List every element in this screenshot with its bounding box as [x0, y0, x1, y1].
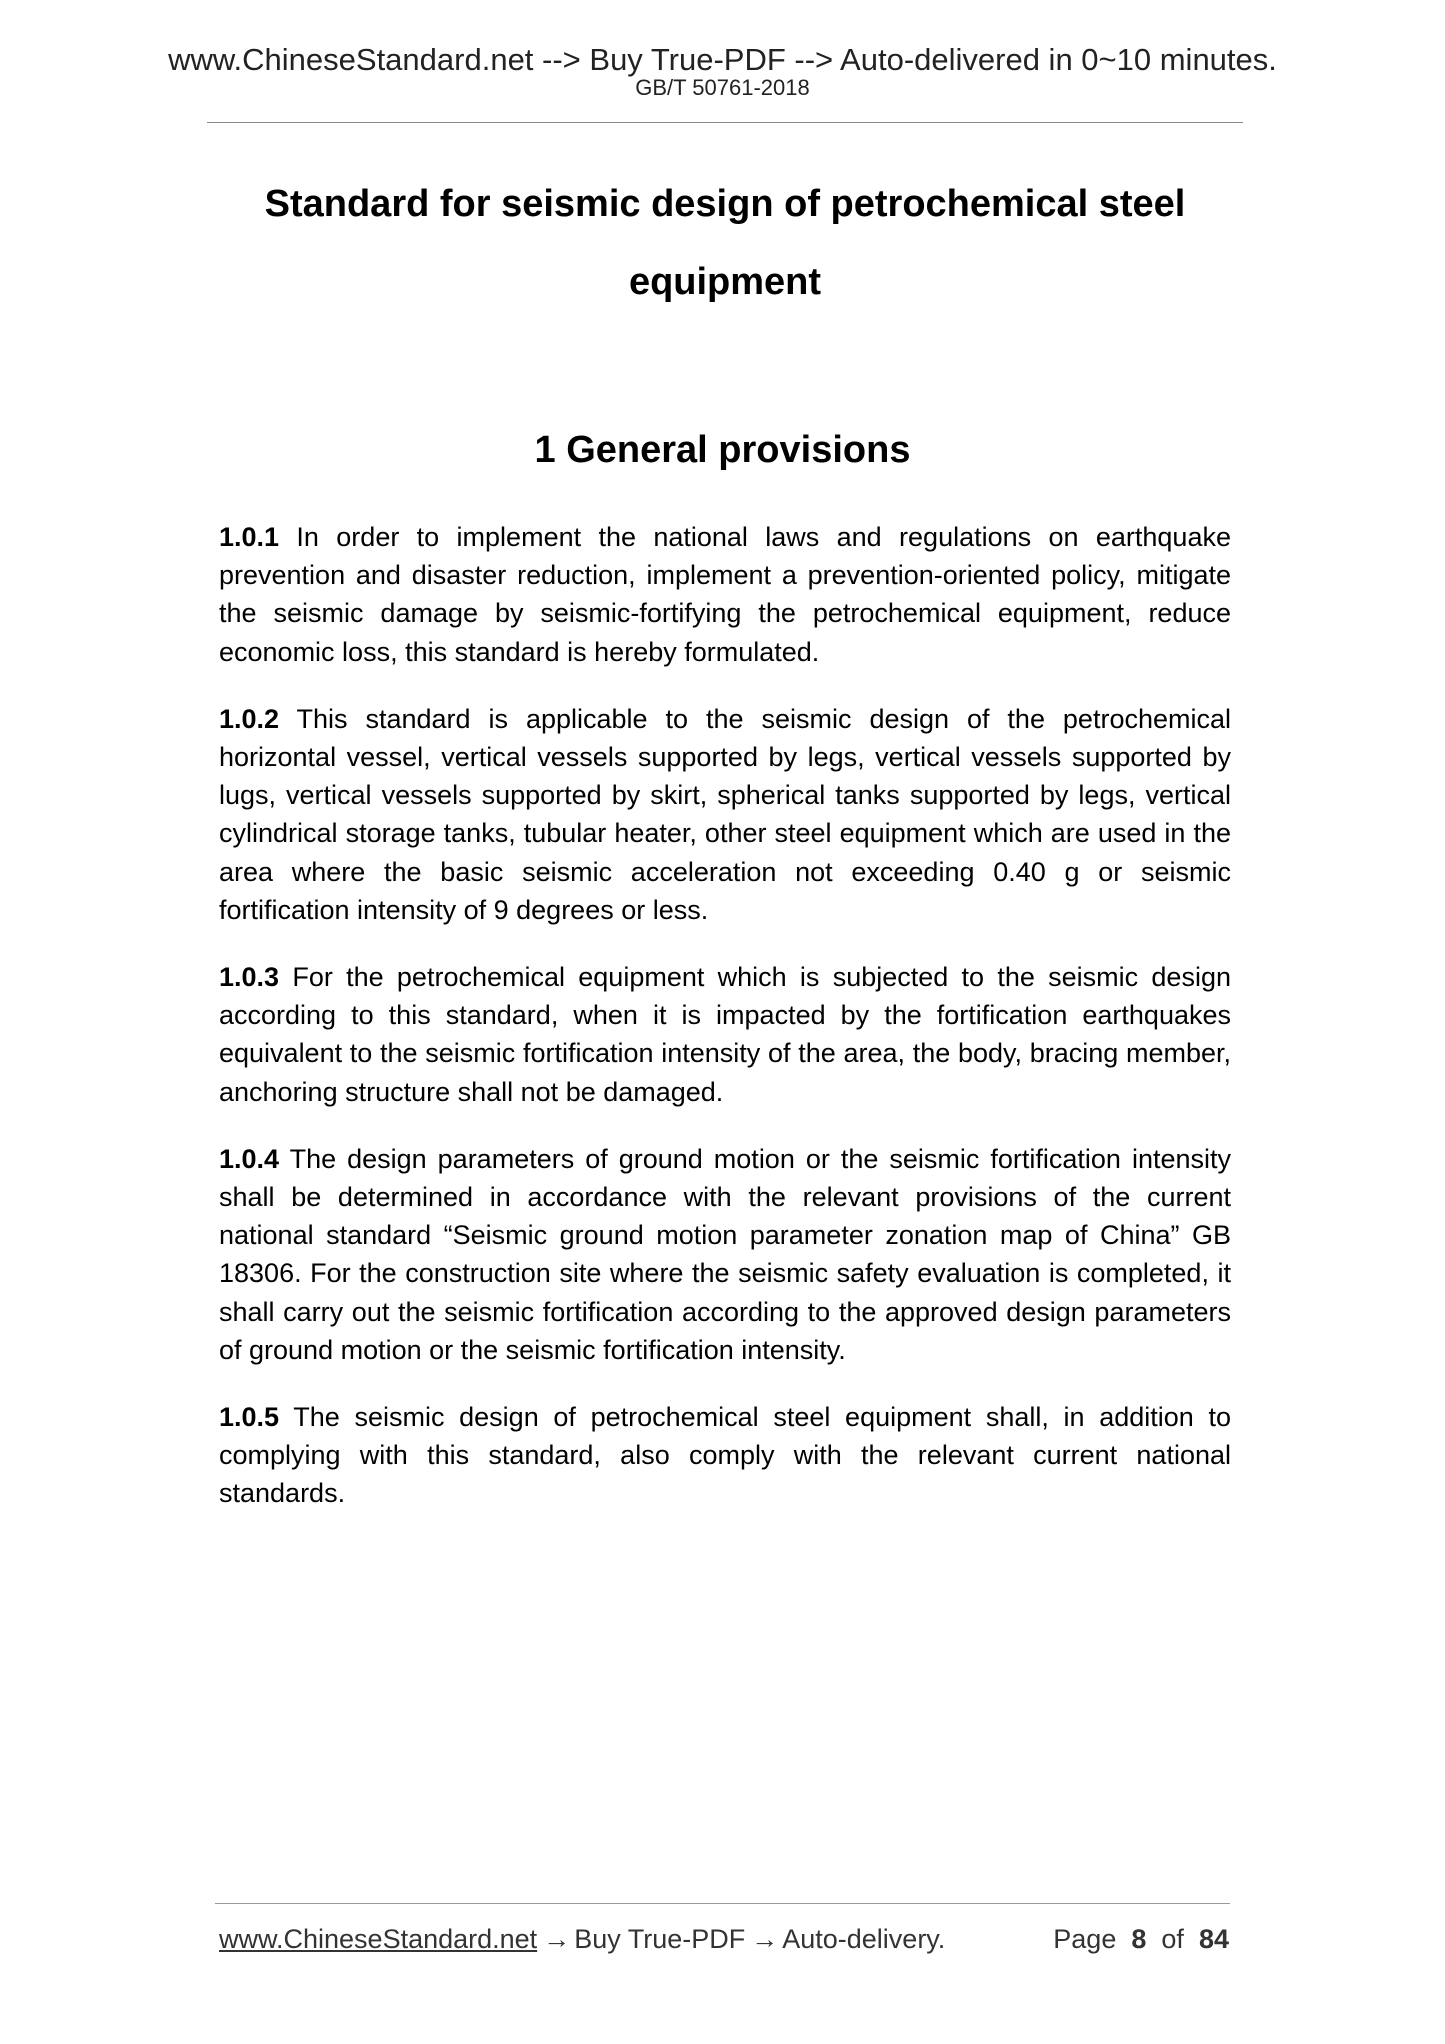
clause-1-0-3: [219, 958, 1231, 1111]
header-divider: [207, 122, 1243, 123]
buy-text: Buy True-PDF: [574, 1924, 746, 1954]
document-title-line-2: equipment: [628, 261, 822, 303]
clause-1-0-2: [219, 700, 1231, 929]
page-total: 84: [1198, 1924, 1229, 1954]
header-banner: www.ChineseStandard.net --> Buy True-PDF --> Auto-delivered in 0~10 minutes.: [168, 42, 1277, 77]
clause-list: [219, 518, 1231, 1542]
page-label: Page: [1053, 1924, 1117, 1954]
right-arrow-icon: →: [751, 1924, 779, 1954]
right-arrow-icon: →: [543, 1924, 571, 1954]
clause-number: 1.0.1: [219, 522, 280, 552]
clause-text: The design parameters of ground motion or the seismic fortification intensity shall be determined in accordance with the relevant provisions of the current national standard “Seismic ground motion parameter zonation map of China” GB 18306. For the construction site where the seismic safety evaluation is completed, it shall carry out the seismic fortification according to the approved design parameters of ground motion or the seismic fortification intensity.: [219, 1143, 1231, 1365]
clause-1-0-4: [219, 1140, 1231, 1369]
delivery-text: Auto-delivery.: [782, 1924, 946, 1954]
clause-text: The seismic design of petrochemical steel equipment shall, in addition to complying with this standard, also comply with the relevant current national standards.: [219, 1402, 1232, 1509]
clause-number: 1.0.3: [219, 962, 280, 993]
clause-number: 1.0.4: [219, 1143, 280, 1174]
footer-promo: [219, 1921, 945, 1957]
page-indicator: [1053, 1921, 1229, 1957]
page-footer: [219, 1921, 1229, 1957]
clause-1-0-1: [219, 518, 1231, 671]
clause-number: 1.0.5: [219, 1402, 280, 1433]
of-label: of: [1161, 1924, 1184, 1954]
page-number: 8: [1131, 1924, 1147, 1954]
standard-code: GB/T 50761-2018: [635, 75, 810, 100]
clause-text: For the petrochemical equipment which is subjected to the seismic design according to this standard, when it is impacted by the fortification earthquakes equivalent to the seismic fortification intensity of the area, the body, bracing member, anchoring structure shall not be damaged.: [219, 962, 1231, 1107]
footer-divider: [215, 1903, 1230, 1904]
document-title: [220, 165, 1230, 321]
site-link[interactable]: www.ChineseStandard.net: [219, 1924, 538, 1954]
section-heading: 1 General provisions: [534, 429, 911, 471]
clause-text: In order to implement the national laws and regulations on earthquake prevention and disaster reduction, implement a prevention-oriented policy, mitigate the seismic damage by seismic-fortifying the petrochemical equipment, reduce economic loss, this standard is hereby formulated.: [219, 522, 1231, 667]
clause-1-0-5: [219, 1398, 1231, 1513]
clause-text: This standard is applicable to the seismic design of the petrochemical horizontal vessel, vertical vessels supported by legs, vertical vessels supported by lugs, vertical vessels supported by skirt, spherical tanks supported by legs, vertical cylindrical storage tanks, tubular heater, other steel equipment which are used in the area where the basic seismic acceleration not exceeding 0.40 g or seismic fortification intensity of 9 degrees or less.: [219, 703, 1231, 925]
document-title-line-1: Standard for seismic design of petrochemical steel: [264, 183, 1186, 225]
clause-number: 1.0.2: [219, 703, 280, 734]
